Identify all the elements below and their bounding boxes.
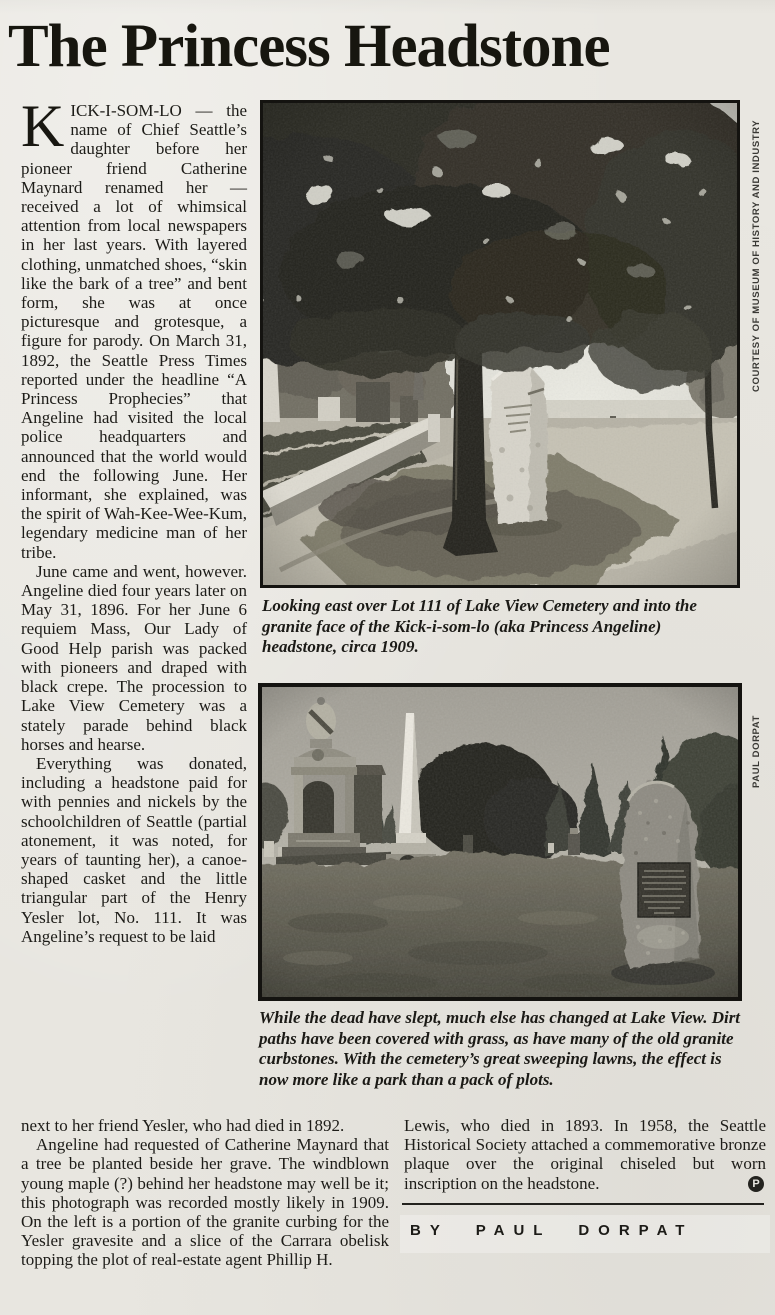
photo2-caption: While the dead have slept, much else has changed at Lake View. Dirt paths have been covered with grass, as have many of the old granite curbstones. With the cemetery’s great sweeping lawns, the effect is now more like a park than a pack of plots. [259, 1008, 741, 1089]
photo2-credit: PAUL DORPAT [751, 715, 762, 788]
paragraph-3: Everything was donated, including a headstone paid for with pennies and nickels by the schoolchildren of Seattle (partial atonement, it was noted, for years of taunting her), a canoe-shaped casket and the little triangular part of the Henry Yesler lot, No. 111. It was Angeline’s request to be laid [21, 753, 247, 946]
lead-paragraph [21, 93, 247, 562]
photo2-figure [258, 683, 742, 1001]
paragraph-4: Angeline had requested of Catherine Maynard that a tree be planted beside her grave. The windblown young maple (?) behind her headstone may well be it; this photograph was recorded mostly likely in 1909. On the left is a portion of the granite curbing for the Yesler gravesite and a slice of the Carrara obelisk topping the plot of real-estate agent Phillip H. [21, 1135, 389, 1270]
byline-rule [402, 1203, 764, 1205]
drop-cap: K [21, 93, 65, 159]
byline: BY PAUL DORPAT [410, 1222, 694, 1239]
lead-paragraph-text: ICK-I-SOM-LO — the name of Chief Seattle’s daughter before her pioneer friend Catherine Maynard renamed her — received a lot of whimsical attention from local newspapers in her last years. With layered clothing, unmatched shoes, “skin like the bark of a tree” and bent form, she was at once picturesque and grotesque, a figure for parody. On March 31, 1892, the Seattle Press Times reported under the headline “A Princess Prophecies” that Angeline had visited the local police headquarters and announced that the world would end the following June. Her informant, she explained, was the spirit of Wah-Kee-Wee-Kum, legendary medicine man of her tribe. [21, 101, 247, 562]
photo1-caption: Looking east over Lot 111 of Lake View Cemetery and into the granite face of the Kick-i-som-lo (aka Princess Angeline) headstone, circa 1909. [262, 596, 697, 656]
photo1-figure [260, 100, 740, 588]
paragraph-5 [404, 1116, 766, 1193]
photo1-credit: COURTESY OF MUSEUM OF HISTORY AND INDUSTRY [751, 119, 762, 392]
article-bottom-left-column [21, 1116, 389, 1270]
paragraph-2: June came and went, however. Angeline died four years later on May 31, 1896. For her June 6 requiem Mass, Our Lady of Good Help parish was packed with pioneers and draped with black crepe. The procession to Lake View Cemetery was a stately parade behind black horses and hearse. [21, 561, 247, 754]
photo1-image [260, 100, 740, 588]
article-bottom-right-column [404, 1116, 766, 1193]
page-title: The Princess Headstone [8, 13, 610, 80]
article-left-column [21, 93, 247, 946]
paragraph-3-continuation: next to her friend Yesler, who had died in 1892. [21, 1116, 345, 1135]
paragraph-5-text: Lewis, who died in 1893. In 1958, the Seattle Historical Society attached a commemorative bronze plaque over the original chiseled but worn inscription on the headstone. [404, 1116, 766, 1193]
end-mark-icon: P [748, 1176, 764, 1192]
photo2-image [258, 683, 742, 1001]
